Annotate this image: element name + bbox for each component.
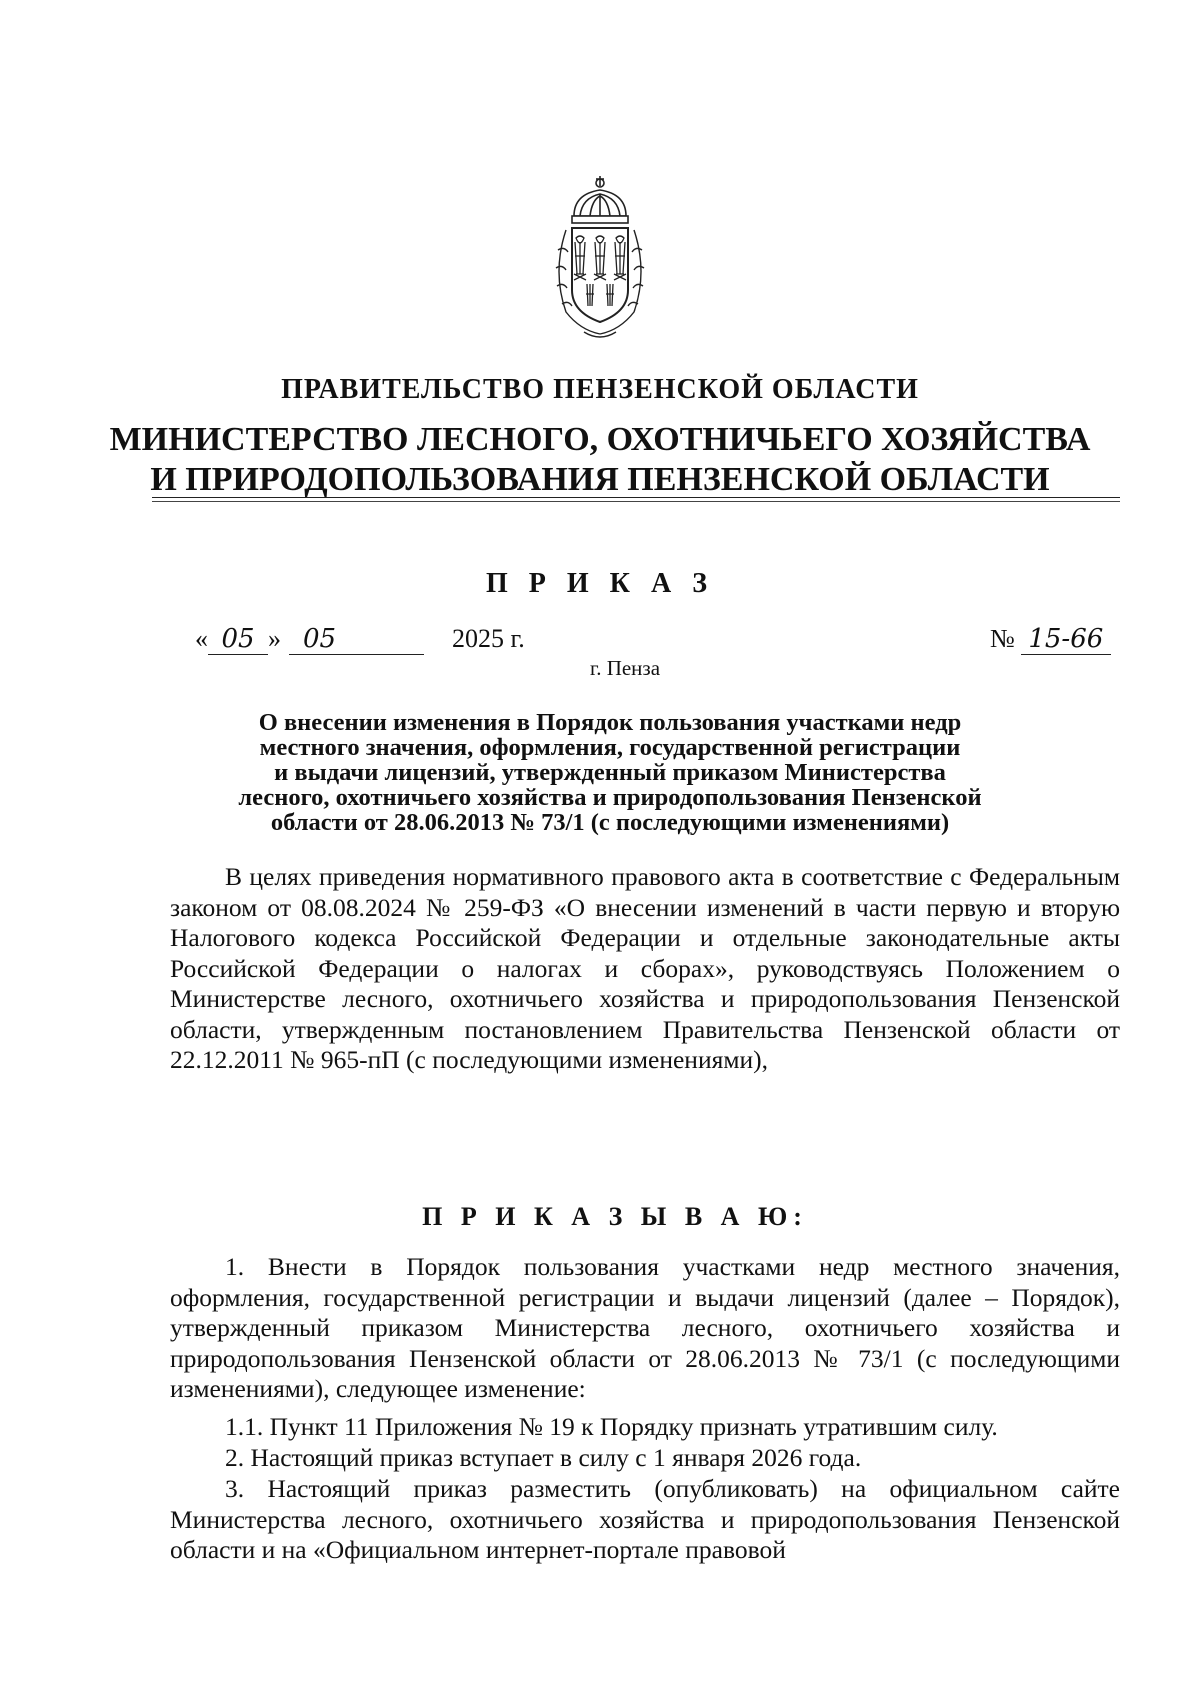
ministry-title [0,420,1200,500]
subject-line: области от 28.06.2013 № 73/1 (с последующими изменениями) [270,809,950,836]
coat-of-arms-icon [544,172,656,342]
order-item-text: 1. Внести в Порядок пользования участками недр местного значения, оформления, государственной регистрации и выдачи лицензий (далее – Порядок), утвержденный приказом Министерства лесного, охотничьего хозяйства и природопользования Пензенской области от 28.06.2013 № 73/1 (с последующими изменениями), следующее изменение: [170,1252,1120,1403]
subject-line: и выдачи лицензий, утвержденный приказом Министерства [274,759,946,786]
date-quote-open: « [195,624,208,653]
document-city: г. Пенза [589,656,661,680]
order-heading: П Р И К А З Ы В А Ю: [422,1202,808,1231]
order-item-text: 2. Настоящий приказ вступает в силу с 1 января 2026 года. [225,1443,862,1472]
document-subject [215,710,1005,835]
document-date [195,624,525,655]
date-year: 2025 г. [452,624,525,653]
preamble-text: В целях приведения нормативного правового акта в соответствие с Федеральным законом от 08.08.2024 № 259-ФЗ «О внесении изменений в части первую и вторую Налогового кодекса Российской Федерации и отдельные законодательные акты Российской Федерации о налогах и сборах», руководствуясь Положением о Министерстве лесного, охотничьего хозяйства и природопользования Пензенской области, утвержденным постановлением Правительства Пензенской области от 22.12.2011 № 965-пП (с последующими изменениями), [170,862,1120,1074]
number-label: № [990,624,1015,653]
ministry-title-line1: МИНИСТЕРСТВО ЛЕСНОГО, ОХОТНИЧЬЕГО ХОЗЯЙСТВА [109,421,1091,458]
preamble-paragraph [170,862,1120,1076]
subject-line: О внесении изменения в Порядок пользования участками недр [258,709,962,736]
order-item-text: 1.1. Пункт 11 Приложения № 19 к Порядку признать утратившим силу. [225,1412,998,1441]
order-item-text: 3. Настоящий приказ разместить (опубликовать) на официальном сайте Министерства лесного, охотничьего хозяйства и природопользования Пензенской области и на «Официальном интернет-портале правовой [170,1474,1120,1564]
ministry-title-line2: И ПРИРОДОПОЛЬЗОВАНИЯ ПЕНЗЕНСКОЙ ОБЛАСТИ [150,461,1050,498]
header-divider-thin [152,501,1120,502]
order-item [170,1443,1120,1474]
date-day: 05 [208,624,268,655]
number-value: 15-66 [1021,624,1111,655]
subject-line: местного значения, оформления, государственной регистрации [259,734,961,761]
order-item [170,1474,1120,1566]
header-divider [152,497,1120,498]
government-title: ПРАВИТЕЛЬСТВО ПЕНЗЕНСКОЙ ОБЛАСТИ [281,374,919,405]
document-number [990,624,1111,655]
date-quote-close: » [268,624,281,653]
subject-line: лесного, охотничьего хозяйства и природопользования Пензенской [238,784,982,811]
document-type: П Р И К А З [486,568,714,599]
date-month: 05 [289,624,424,655]
order-item [170,1252,1120,1405]
order-item [170,1412,1120,1443]
